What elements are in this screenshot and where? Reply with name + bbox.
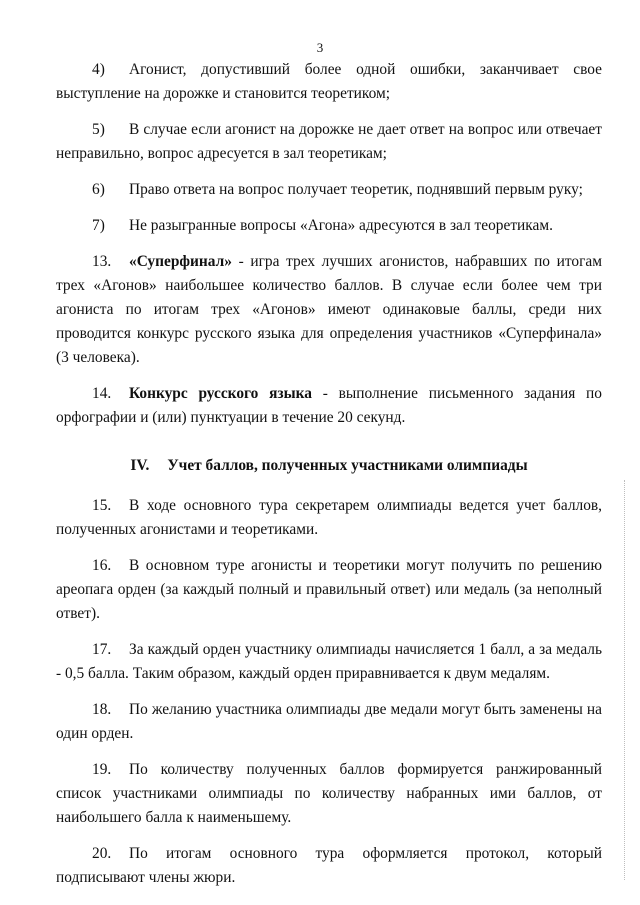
paragraph-18: [56, 698, 602, 746]
paragraph-text: - игра трех лучших агонистов, набравших по итогам трех «Агонов» наибольшее количество баллов. В случае если более чем три агониста по итогам трех «Агонов» имеют одинаковые баллы, среди них проводится конкурс русского языка для определения участников «Суперфинала» (3 человека).: [56, 253, 602, 366]
paragraph-13-superfinal: [56, 250, 602, 370]
paragraph-text: Право ответа на вопрос получает теоретик, поднявший первым руку;: [129, 181, 583, 198]
paragraph-item-4: [56, 58, 602, 106]
paragraph-number: 14.: [92, 385, 112, 402]
paragraph-text: Агонист, допустивший более одной ошибки, заканчивает свое выступление на дорожке и становится теоретиком;: [56, 61, 602, 102]
paragraph-item-6: [56, 178, 602, 202]
paragraph-text: По желанию участника олимпиады две медали могут быть заменены на один орден.: [56, 701, 602, 742]
paragraph-text: В случае если агонист на дорожке не дает ответ на вопрос или отвечает неправильно, вопрос адресуется в зал теоретикам;: [56, 121, 602, 162]
paragraph-text: По количеству полученных баллов формируется ранжированный список участниками олимпиады по количеству набранных ими баллов, от наибольшего балла к наименьшему.: [56, 761, 602, 826]
paragraph-14-russian-contest: [56, 382, 602, 430]
paragraph-item-5: [56, 118, 602, 166]
page-number: 3: [316, 40, 324, 55]
paragraph-number: 18.: [92, 701, 112, 718]
paragraph-number: 16.: [92, 557, 112, 574]
section-title: Учет баллов, полученных участниками олимпиады: [167, 457, 528, 474]
paragraph-15: [56, 494, 602, 542]
paragraph-16: [56, 554, 602, 626]
paragraph-text: Не разыгранные вопросы «Агона» адресуются в зал теоретикам.: [129, 217, 553, 234]
paragraph-20: [56, 842, 602, 890]
paragraph-number: 17.: [92, 641, 112, 658]
paragraph-number: 19.: [92, 761, 112, 778]
term-superfinal: «Суперфинал»: [129, 253, 232, 270]
paragraph-text: - выполнение письменного задания по орфографии и (или) пунктуации в течение 20 секунд.: [56, 385, 602, 426]
term-russian-contest: Конкурс русского языка: [129, 385, 312, 402]
paragraph-number: 13.: [92, 253, 112, 270]
paragraph-number: 7): [92, 217, 105, 234]
paragraph-text: За каждый орден участнику олимпиады начисляется 1 балл, а за медаль - 0,5 балла. Таким образом, каждый орден приравнивается к двум медалям.: [56, 641, 602, 682]
paragraph-number: 20.: [92, 845, 112, 862]
paragraph-number: 6): [92, 181, 105, 198]
paragraph-text: По итогам основного тура оформляется протокол, который подписывают члены жюри.: [56, 845, 602, 886]
section-heading: [56, 454, 602, 478]
paragraph-number: 15.: [92, 497, 112, 514]
paragraph-number: 5): [92, 121, 105, 138]
paragraph-number: 4): [92, 61, 105, 78]
paragraph-item-7: [56, 214, 602, 238]
paragraph-19: [56, 758, 602, 830]
section-number: IV.: [130, 457, 150, 474]
paragraph-text: В основном туре агонисты и теоретики могут получить по решению ареопага орден (за каждый полный и правильный ответ) или медаль (за неполный ответ).: [56, 557, 602, 622]
paragraph-text: В ходе основного тура секретарем олимпиады ведется учет баллов, полученных агонистами и теоретиками.: [56, 497, 602, 538]
paragraph-17: [56, 638, 602, 686]
document-body: [56, 58, 602, 902]
scan-edge-marks: [624, 480, 627, 880]
